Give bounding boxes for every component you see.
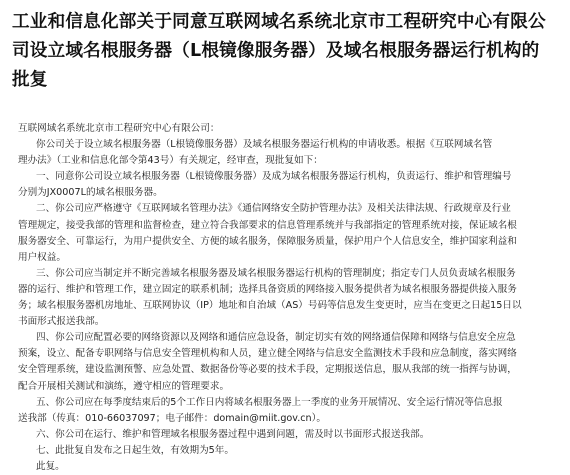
item2-line-1: 二、你公司应严格遵守《互联网域名管理办法》《通信网络安全防护管理办法》及相关法律法规、行政规章及行业 (36, 203, 511, 215)
salutation: 互联网域名系统北京市工程研究中心有限公司： (18, 123, 220, 134)
item6-line: 六、你公司在运行、维护和管理域名根服务器过程中遇到问题，需及时以书面形式报送我部。 (36, 428, 430, 440)
item4-line-2: 预案，设立、配备专职网络与信息安全管理机构和人员，建立健全网络与信息安全监测技术手段和应急制度，落实网络 (18, 348, 517, 360)
item2-line-4: 用户权益。 (18, 251, 66, 263)
item5-line-2: 送我部（传真：010-66037097；电子邮件：domain@miit.gov.cn）。 (18, 412, 327, 424)
item2-line-3: 服务器安全、可靠运行，为用户提供安全、方便的域名服务，保障服务质量，保护用户个人信息安全，维护国家利益和 (18, 235, 517, 247)
closing-line: 此复。 (36, 460, 65, 472)
title-line-3: 批复 (12, 70, 48, 90)
item3-line-1: 三、你公司应当制定并不断完善域名根服务器及域名根服务器运行机构的管理制度；指定专门人员负责域名根服务 (36, 267, 516, 279)
item4-line-1: 四、你公司应配置必要的网络资源以及网络和通信应急设备，制定切实有效的网络通信保障和网络与信息安全应急 (36, 332, 516, 344)
title-line-1: 工业和信息化部关于同意互联网域名系统北京市工程研究中心有限公 (12, 12, 546, 32)
intro-line-1: 你公司关于设立域名根服务器（L根镜像服务器）及域名根服务器运行机构的申请收悉。根据《互联网域名管 (36, 139, 493, 151)
document-title (12, 8, 560, 95)
document-body (18, 121, 556, 475)
item1-line-1: 一、同意你公司设立域名根服务器（L根镜像服务器）及成为域名根服务器运行机构，负责运行、维护和管理编号 (36, 171, 512, 183)
item7-line: 七、此批复自发布之日起生效，有效期为5年。 (36, 444, 234, 456)
item2-line-2: 管理规定，接受我部的管理和监督检查，建立符合我部要求的信息管理系统并与我部指定的管理系统对接，保证域名根 (18, 219, 517, 231)
item4-line-3: 安全管理系统，建设监测预警、应急处置、数据备份等必要的技术手段，定期报送信息，服从我部的统一指挥与协调， (18, 364, 517, 376)
item5-line-1: 五、你公司应在每季度结束后的5个工作日内将域名根服务器上一季度的业务开展情况、安全运行情况等信息报 (36, 396, 503, 408)
item3-line-3: 务；域名根服务器机房地址、互联网协议（IP）地址和自治域（AS）号码等信息发生变更时，应当在变更之日起15日以 (18, 300, 522, 312)
item1-line-2: 分别为JX0007L的域名根服务器。 (18, 187, 163, 199)
item3-line-2: 器的运行、维护和管理工作，建立固定的联系机制；选择具备资质的网络接入服务提供者为域名根服务器提供接入服务 (18, 283, 517, 295)
item4-line-4: 配合开展相关测试和演练，遵守相应的管理要求。 (18, 380, 230, 392)
item3-line-4: 书面形式报送我部。 (18, 316, 105, 328)
intro-line-2: 理办法》（工业和信息化部令第43号）有关规定，经审查，现批复如下： (18, 155, 323, 167)
title-line-2: 司设立域名根服务器（L根镜像服务器）及域名根服务器运行机构的 (12, 41, 540, 61)
